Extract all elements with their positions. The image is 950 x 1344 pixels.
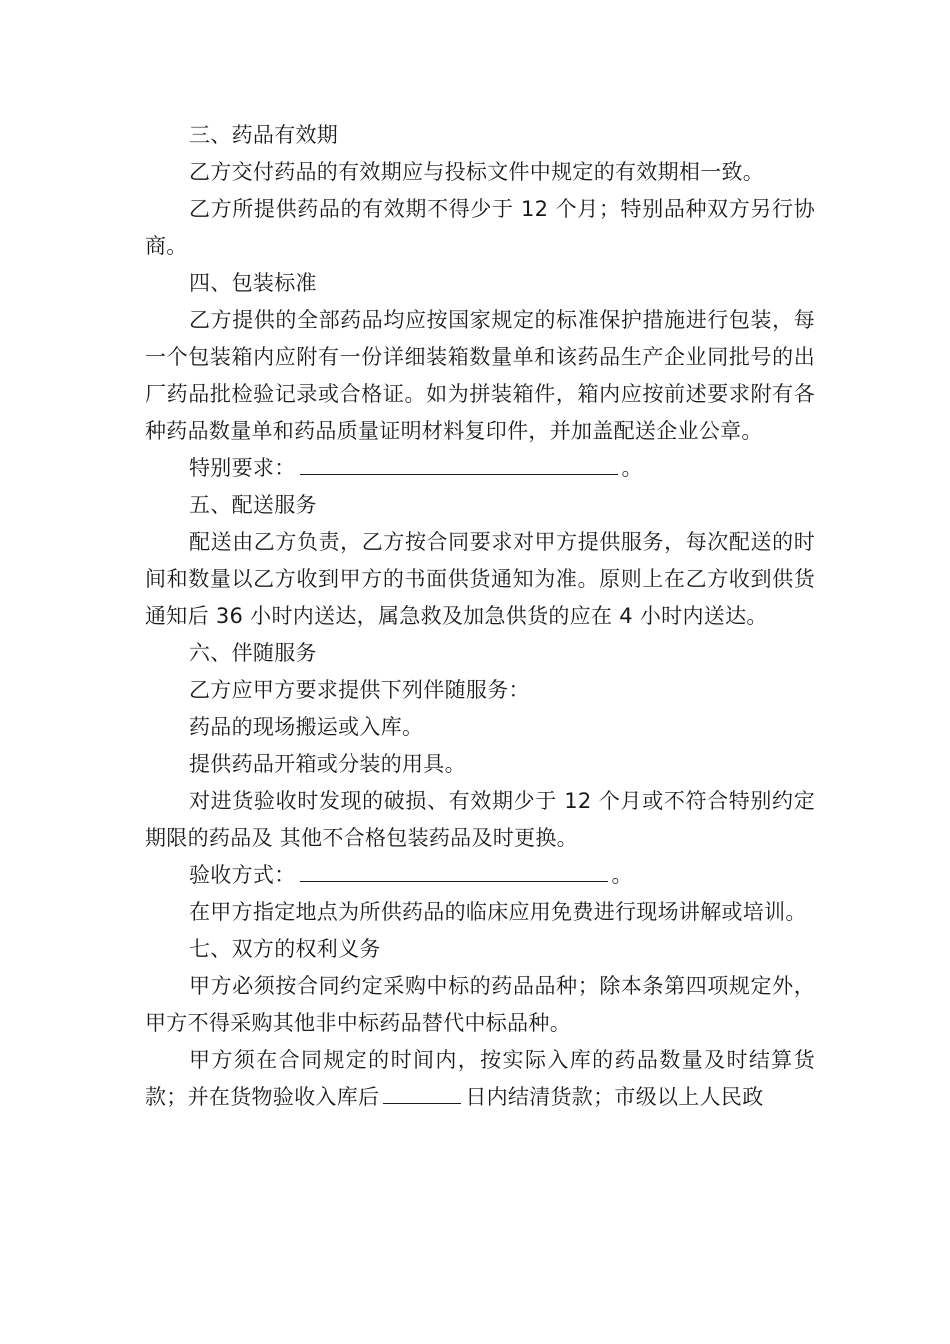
acceptance-method-label: 验收方式： bbox=[189, 863, 296, 887]
acceptance-method-line bbox=[145, 857, 815, 894]
section-heading-rights: 七、双方的权利义务 bbox=[189, 937, 381, 961]
paragraph: 对进货验收时发现的破损、有效期少于 12 个月或不符合特别约定期限的药品及 其他不合格包装药品及时更换。 bbox=[145, 789, 815, 850]
paragraph: 提供药品开箱或分装的用具。 bbox=[189, 752, 466, 776]
paragraph: 乙方所提供药品的有效期不得少于 12 个月；特别品种双方另行协商。 bbox=[145, 197, 815, 258]
section-heading-validity: 三、药品有效期 bbox=[189, 123, 339, 147]
payment-paragraph bbox=[145, 1042, 815, 1116]
period: 。 bbox=[611, 863, 633, 887]
payment-text-start: 甲方须在合同规定的时间内，按实际入库的药品数量及时结算货款；并在货物验收入库后 bbox=[145, 1048, 815, 1109]
paragraph: 配送由乙方负责，乙方按合同要求对甲方提供服务，每次配送的时间和数量以乙方收到甲方的书面供货通知为准。原则上在乙方收到供货通知后 36 小时内送达，属急救及加急供货的应在 4 小时内送达。 bbox=[145, 530, 815, 628]
period: 。 bbox=[621, 456, 643, 480]
special-requirements-line bbox=[145, 450, 815, 487]
section-heading-packaging: 四、包装标准 bbox=[189, 271, 317, 295]
section-heading-services: 六、伴随服务 bbox=[189, 641, 317, 665]
paragraph: 甲方必须按合同约定采购中标的药品品种；除本条第四项规定外，甲方不得采购其他非中标药品替代中标品种。 bbox=[145, 974, 815, 1035]
paragraph: 乙方交付药品的有效期应与投标文件中规定的有效期相一致。 bbox=[189, 160, 765, 184]
payment-text-end: 日内结清货款；市级以上人民政 bbox=[465, 1085, 764, 1109]
paragraph: 药品的现场搬运或入库。 bbox=[189, 715, 424, 739]
section-heading-delivery: 五、配送服务 bbox=[189, 493, 317, 517]
special-requirements-blank[interactable] bbox=[300, 453, 618, 475]
document-page bbox=[145, 117, 815, 1116]
special-requirements-label: 特别要求： bbox=[189, 456, 296, 480]
paragraph: 乙方应甲方要求提供下列伴随服务： bbox=[189, 678, 530, 702]
paragraph: 在甲方指定地点为所供药品的临床应用免费进行现场讲解或培训。 bbox=[189, 900, 807, 924]
acceptance-method-blank[interactable] bbox=[300, 860, 608, 882]
payment-days-blank[interactable] bbox=[383, 1082, 461, 1104]
paragraph: 乙方提供的全部药品均应按国家规定的标准保护措施进行包装，每一个包装箱内应附有一份详细装箱数量单和该药品生产企业同批号的出厂药品批检验记录或合格证。如为拼装箱件，箱内应按前述要求附有各种药品数量单和药品质量证明材料复印件，并加盖配送企业公章。 bbox=[145, 308, 815, 443]
